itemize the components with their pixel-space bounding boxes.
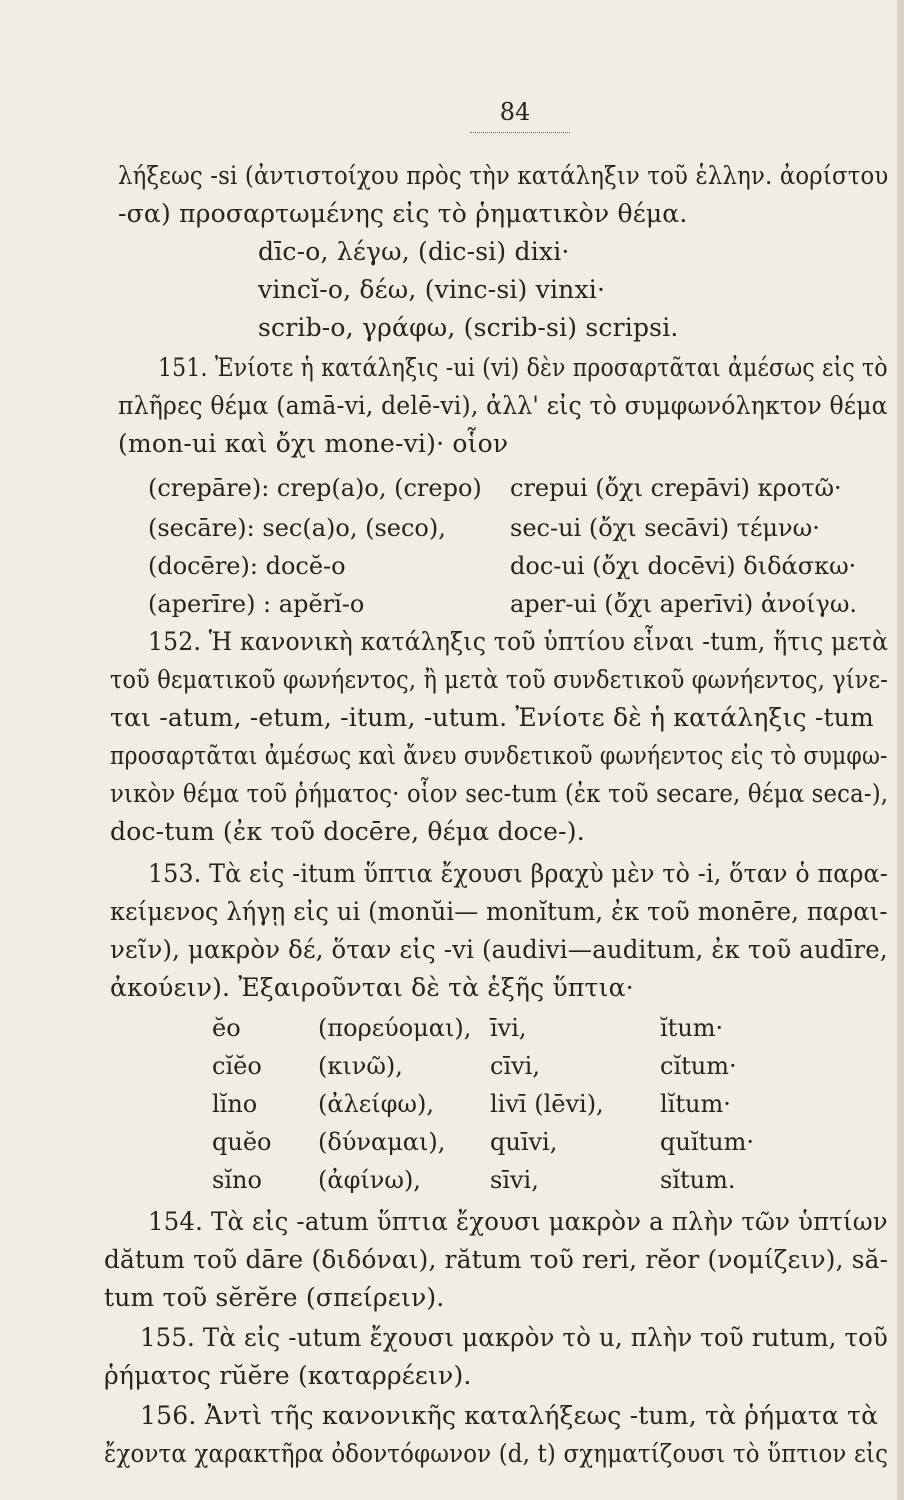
verb-present: (aperīre) : apĕrĭ-o [148, 590, 365, 618]
supine-row [0, 1088, 904, 1124]
verb-row [0, 472, 904, 508]
section-154-line: 154. Τὰ εἰς -atum ὕπτια ἔχουσι μακρὸν a πλὴν τῶν ὑπτίων [148, 1207, 888, 1236]
text-line: νεῖν), μακρὸν δέ, ὅταν εἰς -vi (audivi—auditum, ἐκ τοῦ audīre, [110, 935, 888, 964]
text-line: λήξεως -si (ἀντιστοίχου πρὸς τὴν κατάληξιν τοῦ ἑλλην. ἀορίστου [118, 161, 889, 190]
supine-row [0, 1164, 904, 1200]
verb-present: (secāre): sec(a)o, (seco), [148, 514, 446, 542]
page-number-rule [470, 132, 570, 133]
supine-form: ĭtum· [660, 1014, 724, 1042]
text-line: ἔχοντα χαρακτῆρα ὀδοντόφωνον (d, t) σχηματίζουσι τὸ ὕπτιον εἰς [104, 1439, 889, 1468]
text-line: doc-tum (ἐκ τοῦ docēre, θέμα doce-). [110, 817, 585, 846]
supine-form: quĭtum· [660, 1128, 754, 1156]
supine-verb: quĕo [212, 1128, 272, 1156]
supine-gloss: (κινῶ), [318, 1052, 403, 1080]
supine-perfect: cīvi, [490, 1052, 540, 1080]
verb-row [0, 550, 904, 586]
text-line: νικὸν θέμα τοῦ ῥήματος· οἷον sec-tum (ἐκ τοῦ secare, θέμα seca-), [110, 779, 889, 808]
text-line: ται -atum, -etum, -itum, -utum. Ἐνίοτε δὲ ἡ κατάληξις -tum [110, 703, 874, 732]
page-number: 84 [499, 98, 531, 126]
verb-row [0, 512, 904, 548]
supine-gloss: (πορεύομαι), [318, 1014, 472, 1042]
text-line: -σα) προσαρτωμένης εἰς τὸ ῥηματικὸν θέμα. [118, 199, 688, 228]
section-152-line: 152. Ἡ κανονικὴ κατάληξις τοῦ ὑπτίου εἶναι -tum, ἥτις μετὰ [148, 627, 889, 656]
supine-verb: sĭno [212, 1166, 262, 1194]
verb-perfect: doc-ui (ὄχι docēvi) διδάσκω· [510, 552, 857, 580]
text-line: πλῆρες θέμα (amā-vi, delē-vi), ἀλλ' εἰς τὸ συμφωνόληκτον θέμα [118, 391, 888, 420]
section-156-line: 156. Ἀντὶ τῆς κανονικῆς καταλήξεως -tum, τὰ ῥήματα τὰ [140, 1401, 879, 1430]
supine-perfect: livī (lēvi), [490, 1090, 604, 1118]
supine-form: sĭtum. [660, 1166, 736, 1194]
verb-present: (docēre): docĕ-o [148, 552, 346, 580]
supine-row [0, 1012, 904, 1048]
page-edge-shadow [897, 0, 904, 1500]
supine-row [0, 1126, 904, 1162]
text-line: τοῦ θεματικοῦ φωνήεντος, ἢ μετὰ τοῦ συνδετικοῦ φωνήεντος, γίνε- [110, 665, 889, 694]
text-line: dătum τοῦ dāre (διδόναι), rătum τοῦ reri, rĕor (νομίζειν), să- [104, 1245, 889, 1274]
verb-perfect: sec-ui (ὄχι secāvi) τέμνω· [510, 514, 820, 542]
supine-gloss: (ἀφίνω), [318, 1166, 421, 1194]
supine-perfect: quīvi, [490, 1128, 558, 1156]
example-line: scrib-o, γράφω, (scrib-si) scripsi. [258, 313, 679, 342]
supine-form: lĭtum· [660, 1090, 731, 1118]
verb-perfect: crepui (ὄχι crepāvi) κροτῶ· [510, 474, 842, 502]
section-155-line: 155. Τὰ εἰς -utum ἔχουσι μακρὸν τὸ u, πλὴν τοῦ rutum, τοῦ [140, 1323, 889, 1352]
supine-perfect: sīvi, [490, 1166, 539, 1194]
supine-gloss: (ἀλείφω), [318, 1090, 434, 1118]
supine-perfect: īvi, [490, 1014, 527, 1042]
supine-verb: ĕo [212, 1014, 241, 1042]
text-line: προσαρτᾶται ἀμέσως καὶ ἄνευ συνδετικοῦ φωνήεντος εἰς τὸ συμφω- [110, 741, 888, 770]
supine-verb: cĭĕo [212, 1052, 262, 1080]
supine-verb: lĭno [212, 1090, 258, 1118]
example-line: vincĭ-o, δέω, (vinc-si) vinxi· [258, 275, 606, 304]
text-line: tum τοῦ sĕrĕre (σπείρειν). [104, 1283, 445, 1312]
section-153-line: 153. Τὰ εἰς -itum ὕπτια ἔχουσι βραχὺ μὲν τὸ -i, ὅταν ὁ παρα- [148, 859, 888, 888]
supine-form: cĭtum· [660, 1052, 737, 1080]
text-line: κείμενος λήγῃ εἰς ui (monŭi— monĭtum, ἐκ τοῦ monēre, παραι- [110, 897, 888, 926]
text-line: (mon-ui καὶ ὄχι mone-vi)· οἷον [118, 429, 509, 458]
verb-row [0, 588, 904, 624]
verb-perfect: aper-ui (ὄχι aperīvi) ἀνοίγω. [510, 590, 858, 618]
example-line: dīc-o, λέγω, (dic-si) dixi· [258, 237, 570, 266]
section-151-line: 151. Ἐνίοτε ἡ κατάληξις -ui (vi) δὲν προσαρτᾶται ἀμέσως εἰς τὸ [158, 353, 888, 382]
text-line: ἀκούειν). Ἐξαιροῦνται δὲ τὰ ἑξῆς ὕπτια· [110, 973, 634, 1002]
supine-gloss: (δύναμαι), [318, 1128, 446, 1156]
supine-row [0, 1050, 904, 1086]
verb-present: (crepāre): crep(a)o, (crepo) [148, 474, 482, 502]
text-line: ῥήματος rŭĕre (καταρρέειν). [104, 1361, 472, 1390]
